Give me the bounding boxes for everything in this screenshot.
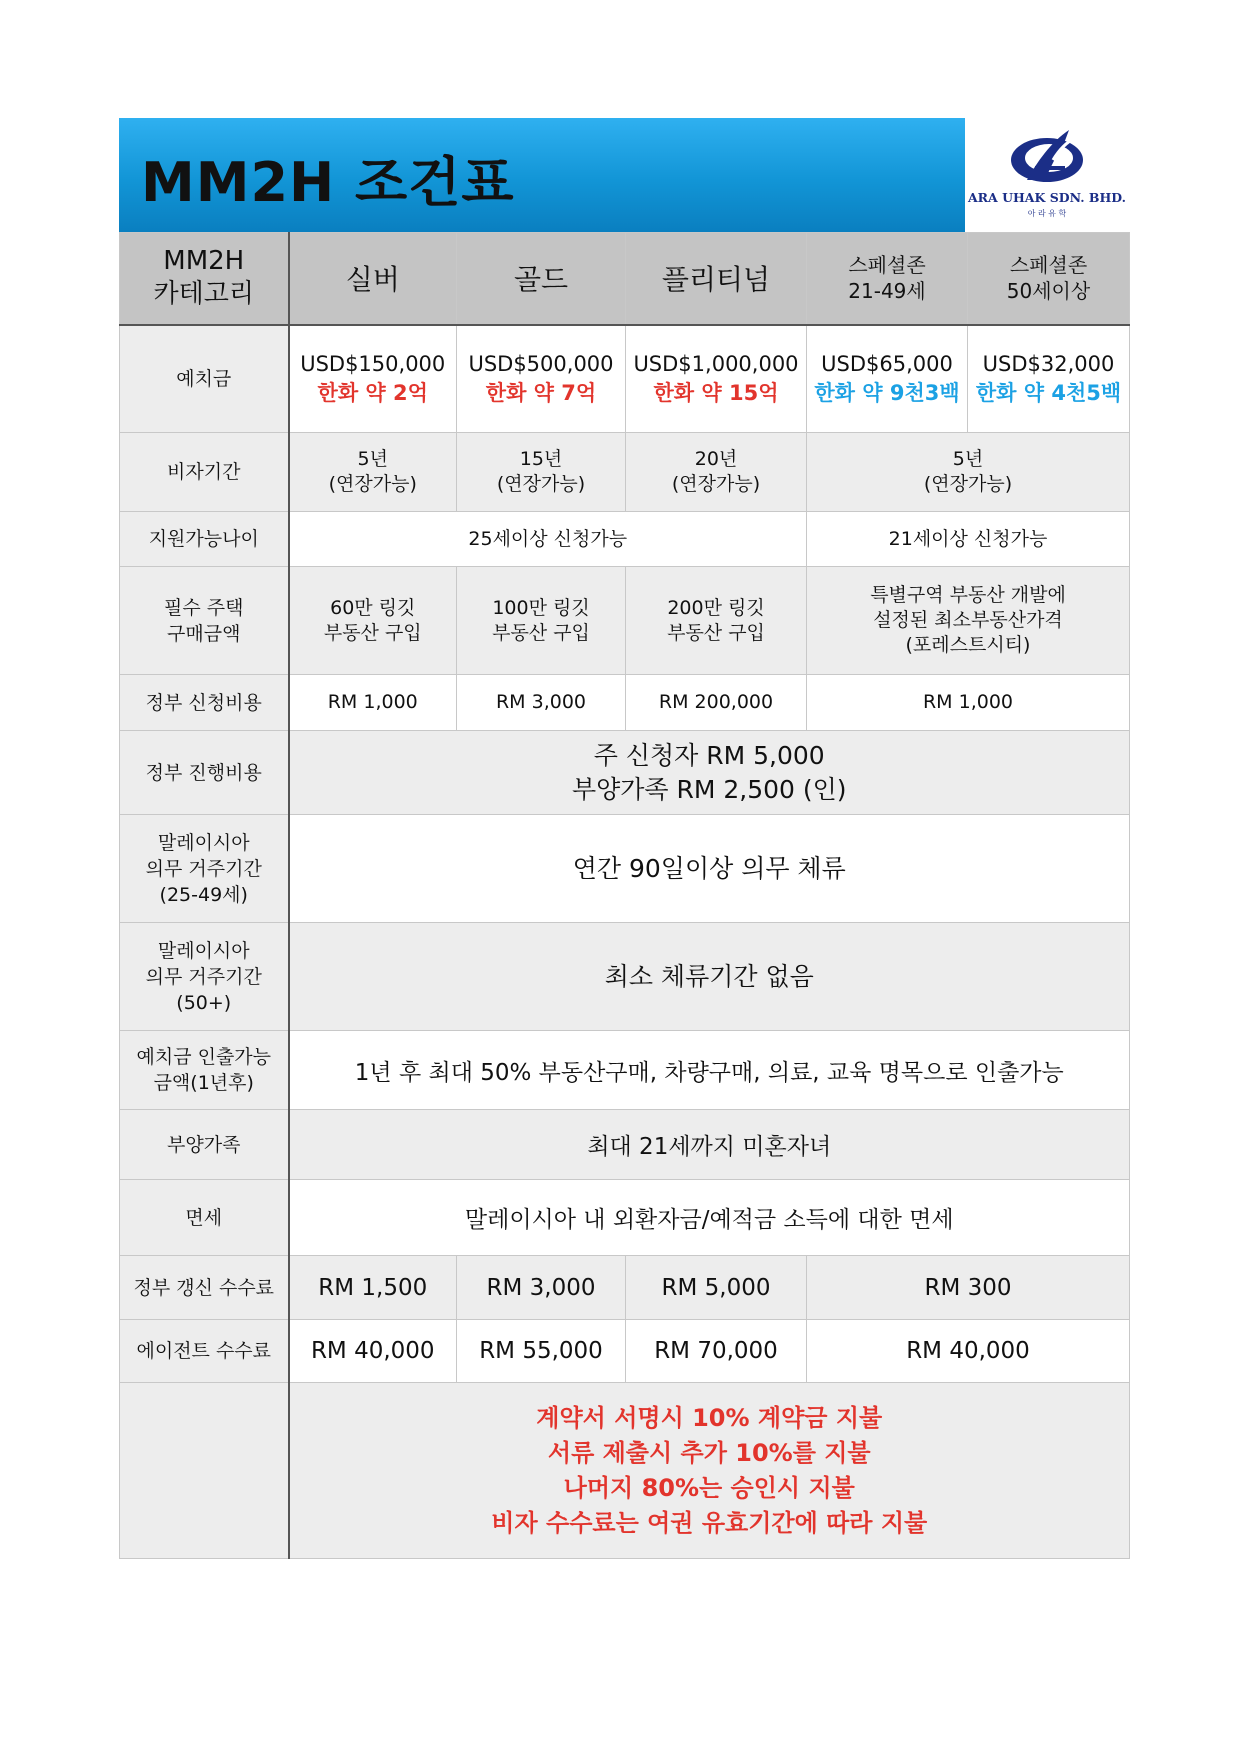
housing-platinum: 200만 링깃 부동산 구입 xyxy=(626,567,807,675)
company-korean-name: 아 라 유 학 xyxy=(1027,209,1067,218)
row-label xyxy=(120,1383,289,1559)
deposit-platinum: USD$1,000,000 한화 약 15억 xyxy=(626,325,807,433)
visa-silver: 5년 (연장가능) xyxy=(289,433,457,512)
row-label: 정부 진행비용 xyxy=(120,731,289,815)
agent-fee-gold: RM 55,000 xyxy=(457,1320,626,1383)
ara-logo-icon xyxy=(965,120,1129,190)
deposit-special-young: USD$65,000 한화 약 9천3백 xyxy=(807,325,968,433)
application-fee-gold: RM 3,000 xyxy=(457,675,626,731)
table-row-deposit xyxy=(120,325,1130,433)
table-row-visa-period xyxy=(120,433,1130,512)
table-row-agent-fee xyxy=(120,1320,1130,1383)
row-label: 비자기간 xyxy=(120,433,289,512)
header-category: MM2H 카테고리 xyxy=(120,233,289,325)
condition-table xyxy=(119,232,1130,1559)
renewal-fee-platinum: RM 5,000 xyxy=(626,1256,807,1320)
deposit-gold: USD$500,000 한화 약 7억 xyxy=(457,325,626,433)
row-label: 예치금 인출가능 금액(1년후) xyxy=(120,1031,289,1110)
renewal-fee-gold: RM 3,000 xyxy=(457,1256,626,1320)
table-row-tax xyxy=(120,1180,1130,1256)
table-row-withdrawal xyxy=(120,1031,1130,1110)
table-row-housing xyxy=(120,567,1130,675)
header-gold: 골드 xyxy=(457,233,626,325)
table-row-payment-notes xyxy=(120,1383,1130,1559)
deposit-silver: USD$150,000 한화 약 2억 xyxy=(289,325,457,433)
header-platinum: 플리티넘 xyxy=(626,233,807,325)
age-general: 25세이상 신청가능 xyxy=(289,512,807,567)
payment-note: 계약서 서명시 10% 계약금 지불 xyxy=(536,1403,883,1432)
processing-fee-value: 주 신청자 RM 5,000 부양가족 RM 2,500 (인) xyxy=(289,731,1130,815)
visa-gold: 15년 (연장가능) xyxy=(457,433,626,512)
agent-fee-platinum: RM 70,000 xyxy=(626,1320,807,1383)
visa-platinum: 20년 (연장가능) xyxy=(626,433,807,512)
table-row-application-fee xyxy=(120,675,1130,731)
tax-value: 말레이시아 내 외환자금/예적금 소득에 대한 면세 xyxy=(289,1180,1130,1256)
table-row-residence-old xyxy=(120,923,1130,1031)
application-fee-silver: RM 1,000 xyxy=(289,675,457,731)
renewal-fee-silver: RM 1,500 xyxy=(289,1256,457,1320)
table-row-processing-fee xyxy=(120,731,1130,815)
table-header-row xyxy=(120,233,1130,325)
agent-fee-silver: RM 40,000 xyxy=(289,1320,457,1383)
company-logo xyxy=(965,118,1129,232)
header-silver: 실버 xyxy=(289,233,457,325)
table-row-renewal-fee xyxy=(120,1256,1130,1320)
residence-old-value: 최소 체류기간 없음 xyxy=(289,923,1130,1031)
title-banner xyxy=(119,118,1129,232)
payment-note: 나머지 80%는 승인시 지불 xyxy=(563,1473,855,1502)
age-special: 21세이상 신청가능 xyxy=(807,512,1130,567)
residence-young-value: 연간 90일이상 의무 체류 xyxy=(289,815,1130,923)
dependents-value: 최대 21세까지 미혼자녀 xyxy=(289,1110,1130,1180)
row-label: 지원가능나이 xyxy=(120,512,289,567)
header-special-young: 스페셜존 21-49세 xyxy=(807,233,968,325)
agent-fee-special: RM 40,000 xyxy=(807,1320,1130,1383)
mm2h-condition-sheet xyxy=(119,118,1129,1559)
header-special-old: 스페셜존 50세이상 xyxy=(968,233,1130,325)
row-label: 필수 주택 구매금액 xyxy=(120,567,289,675)
payment-note: 비자 수수료는 여권 유효기간에 따라 지불 xyxy=(491,1508,928,1537)
withdrawal-value: 1년 후 최대 50% 부동산구매, 차량구매, 의료, 교육 명목으로 인출가능 xyxy=(289,1031,1130,1110)
deposit-special-old: USD$32,000 한화 약 4천5백 xyxy=(968,325,1130,433)
application-fee-platinum: RM 200,000 xyxy=(626,675,807,731)
row-label: 부양가족 xyxy=(120,1110,289,1180)
housing-special: 특별구역 부동산 개발에 설정된 최소부동산가격 (포레스트시티) xyxy=(807,567,1130,675)
row-label: 정부 신청비용 xyxy=(120,675,289,731)
table-row-dependents xyxy=(120,1110,1130,1180)
housing-gold: 100만 링깃 부동산 구입 xyxy=(457,567,626,675)
table-row-age xyxy=(120,512,1130,567)
page-title: MM2H 조건표 xyxy=(141,151,515,214)
renewal-fee-special: RM 300 xyxy=(807,1256,1130,1320)
table-row-residence-young xyxy=(120,815,1130,923)
company-name: ARA UHAK SDN. BHD. xyxy=(967,190,1127,205)
row-label: 정부 갱신 수수료 xyxy=(120,1256,289,1320)
row-label: 말레이시아 의무 거주기간 (25-49세) xyxy=(120,815,289,923)
payment-notes xyxy=(289,1383,1130,1559)
row-label: 에이전트 수수료 xyxy=(120,1320,289,1383)
payment-note: 서류 제출시 추가 10%를 지불 xyxy=(547,1438,871,1467)
row-label: 면세 xyxy=(120,1180,289,1256)
housing-silver: 60만 링깃 부동산 구입 xyxy=(289,567,457,675)
row-label: 말레이시아 의무 거주기간 (50+) xyxy=(120,923,289,1031)
application-fee-special: RM 1,000 xyxy=(807,675,1130,731)
visa-special: 5년 (연장가능) xyxy=(807,433,1130,512)
row-label: 예치금 xyxy=(120,325,289,433)
